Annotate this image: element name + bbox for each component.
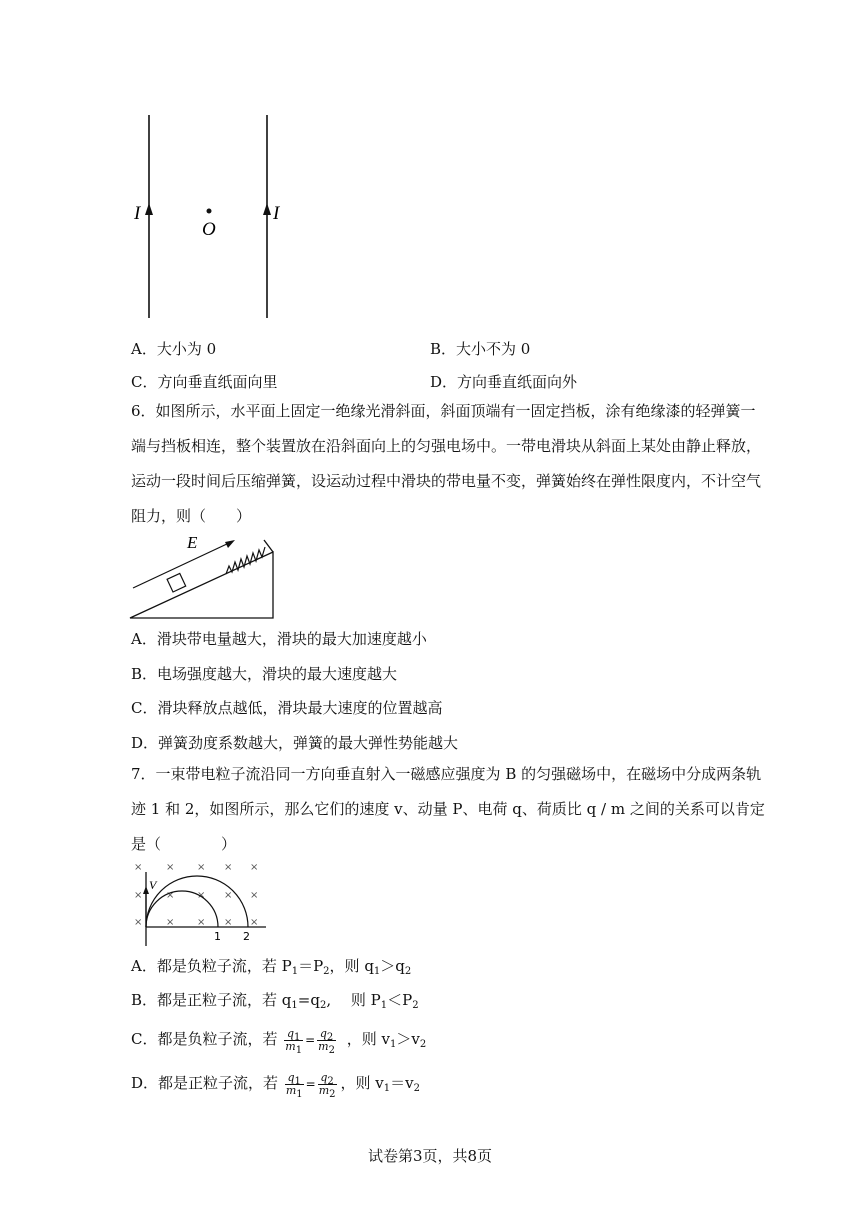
subscript: 1 xyxy=(383,1083,391,1094)
subscript: 2 xyxy=(327,1075,334,1087)
q5-option-a: A．大小为 0 xyxy=(131,340,217,358)
subscript: 2 xyxy=(413,1083,420,1094)
q6-option-b: B．电场强度越大，滑块的最大速度越大 xyxy=(131,665,398,683)
frac-m: m xyxy=(285,1039,296,1053)
fraction-q2-m2 xyxy=(317,1026,336,1056)
subscript: 1 xyxy=(294,1031,301,1043)
q7-a-prefix: A．都是负粒子流，若 P xyxy=(131,957,292,975)
field-mark: × xyxy=(134,917,143,928)
field-mark: × xyxy=(197,862,206,873)
q7-a-mid3: ＞q xyxy=(380,957,405,975)
q7-option-d xyxy=(131,1066,420,1101)
equals: = xyxy=(305,1033,316,1047)
subscript: 1 xyxy=(291,1000,298,1011)
q6-option-d: D．弹簧劲度系数越大，弹簧的最大弹性势能越大 xyxy=(131,734,459,752)
field-mark: × xyxy=(224,862,233,873)
track-2-label: 2 xyxy=(243,930,250,943)
frac-m: m xyxy=(285,1083,297,1097)
field-mark: × xyxy=(250,890,259,901)
point-o-dot xyxy=(207,209,212,214)
field-label: E xyxy=(187,533,198,552)
field-mark: × xyxy=(197,917,206,928)
barrier xyxy=(264,540,273,552)
sliding-block xyxy=(167,573,186,592)
q7-c-suffix2: ＞v xyxy=(396,1030,420,1048)
subscript: 2 xyxy=(319,1000,327,1011)
q7-b-mid2: , 则 P xyxy=(326,991,381,1009)
subscript: 1 xyxy=(389,1039,397,1050)
equals: = xyxy=(305,1077,316,1091)
q7-c-prefix: C．都是负粒子流，若 xyxy=(131,1030,278,1048)
field-mark: × xyxy=(250,917,259,928)
subscript: 1 xyxy=(294,1075,301,1087)
field-mark: × xyxy=(166,862,175,873)
q7-a-mid1: ＝P xyxy=(298,957,324,975)
q7-b-mid3: ＜P xyxy=(387,991,413,1009)
field-mark: × xyxy=(134,862,143,873)
spring xyxy=(226,547,265,574)
subscript: 1 xyxy=(373,966,381,977)
field-mark: × xyxy=(166,917,175,928)
left-current-label: I xyxy=(134,203,141,224)
frac-q: q xyxy=(287,1070,295,1084)
field-mark: × xyxy=(250,862,259,873)
subscript: 1 xyxy=(296,1088,303,1100)
q7-d-suffix2: ＝v xyxy=(390,1074,414,1092)
q5-option-d: D．方向垂直纸面向外 xyxy=(430,373,578,391)
subscript: 1 xyxy=(291,966,299,977)
subscript: 2 xyxy=(326,1031,334,1043)
frac-q: q xyxy=(286,1026,294,1040)
point-o-label: O xyxy=(202,219,216,240)
fraction-q1-m1 xyxy=(285,1070,304,1100)
q7-a-mid2: ，则 q xyxy=(329,957,374,975)
q6-option-a: A．滑块带电量越大，滑块的最大加速度越小 xyxy=(131,630,427,648)
q7-d-suffix1: ，则 v xyxy=(340,1074,384,1092)
frac-q: q xyxy=(320,1070,328,1084)
left-current-arrow xyxy=(145,203,153,215)
q5-option-b: B．大小不为 0 xyxy=(430,340,531,358)
incline-figure xyxy=(125,530,280,622)
q7-b-mid1: =q xyxy=(297,991,320,1009)
field-arrow-head xyxy=(225,540,235,548)
subscript: 2 xyxy=(329,1088,336,1100)
subscript: 1 xyxy=(380,1000,388,1011)
frac-m: m xyxy=(318,1039,329,1053)
track-1-label: 1 xyxy=(214,930,221,943)
subscript: 2 xyxy=(412,1000,419,1011)
frac-q: q xyxy=(319,1026,327,1040)
subscript: 1 xyxy=(295,1044,303,1056)
subscript: 2 xyxy=(404,966,412,977)
q7-stem: 7．一束带电粒子流沿同一方向垂直射入一磁感应强度为 B 的匀强磁场中，在磁场中分成两条轨迹 1 和 2，如图所示，那么它们的速度 v、动量 P、电荷 q、荷质比 q / m 之间的关系可以肯定是（ ） xyxy=(131,765,765,853)
field-mark: × xyxy=(134,890,143,901)
incline xyxy=(130,552,273,618)
magnetic-field-figure xyxy=(128,856,270,948)
fraction-q2-m2 xyxy=(318,1070,337,1100)
q7-d-prefix: D．都是正粒子流，若 xyxy=(131,1074,279,1092)
subscript: 2 xyxy=(328,1044,335,1056)
q7-option-c xyxy=(131,1022,426,1057)
q6-option-c: C．滑块释放点越低，滑块最大速度的位置越高 xyxy=(131,699,443,717)
field-mark: × xyxy=(166,890,175,901)
q6-stem: 6．如图所示，水平面上固定一绝缘光滑斜面，斜面顶端有一固定挡板，涂有绝缘漆的轻弹簧一端与挡板相连，整个装置放在沿斜面向上的匀强电场中。一带电滑块从斜面上某处由静止释放，运动一段时间后压缩弹簧，设运动过程中滑块的带电量不变，弹簧始终在弹性限度内，不计空气阻力，则（ ） xyxy=(131,402,762,525)
q7-c-suffix1: ，则 v xyxy=(346,1030,390,1048)
page-footer: 试卷第3页，共8页 xyxy=(367,1147,493,1165)
fraction-q1-m1 xyxy=(284,1026,303,1056)
q7-option-a xyxy=(131,956,411,976)
q7-option-b xyxy=(131,990,419,1010)
q5-option-c: C．方向垂直纸面向里 xyxy=(131,373,278,391)
q7-b-prefix: B．都是正粒子流，若 q xyxy=(131,991,292,1009)
velocity-label: V xyxy=(149,878,157,892)
field-mark: × xyxy=(224,917,233,928)
field-mark: × xyxy=(224,890,233,901)
right-current-label: I xyxy=(273,203,280,224)
parallel-wires-figure xyxy=(125,110,295,320)
subscript: 2 xyxy=(419,1039,427,1050)
subscript: 2 xyxy=(323,966,330,977)
frac-m: m xyxy=(318,1083,330,1097)
field-mark: × xyxy=(197,890,206,901)
right-current-arrow xyxy=(263,203,271,215)
